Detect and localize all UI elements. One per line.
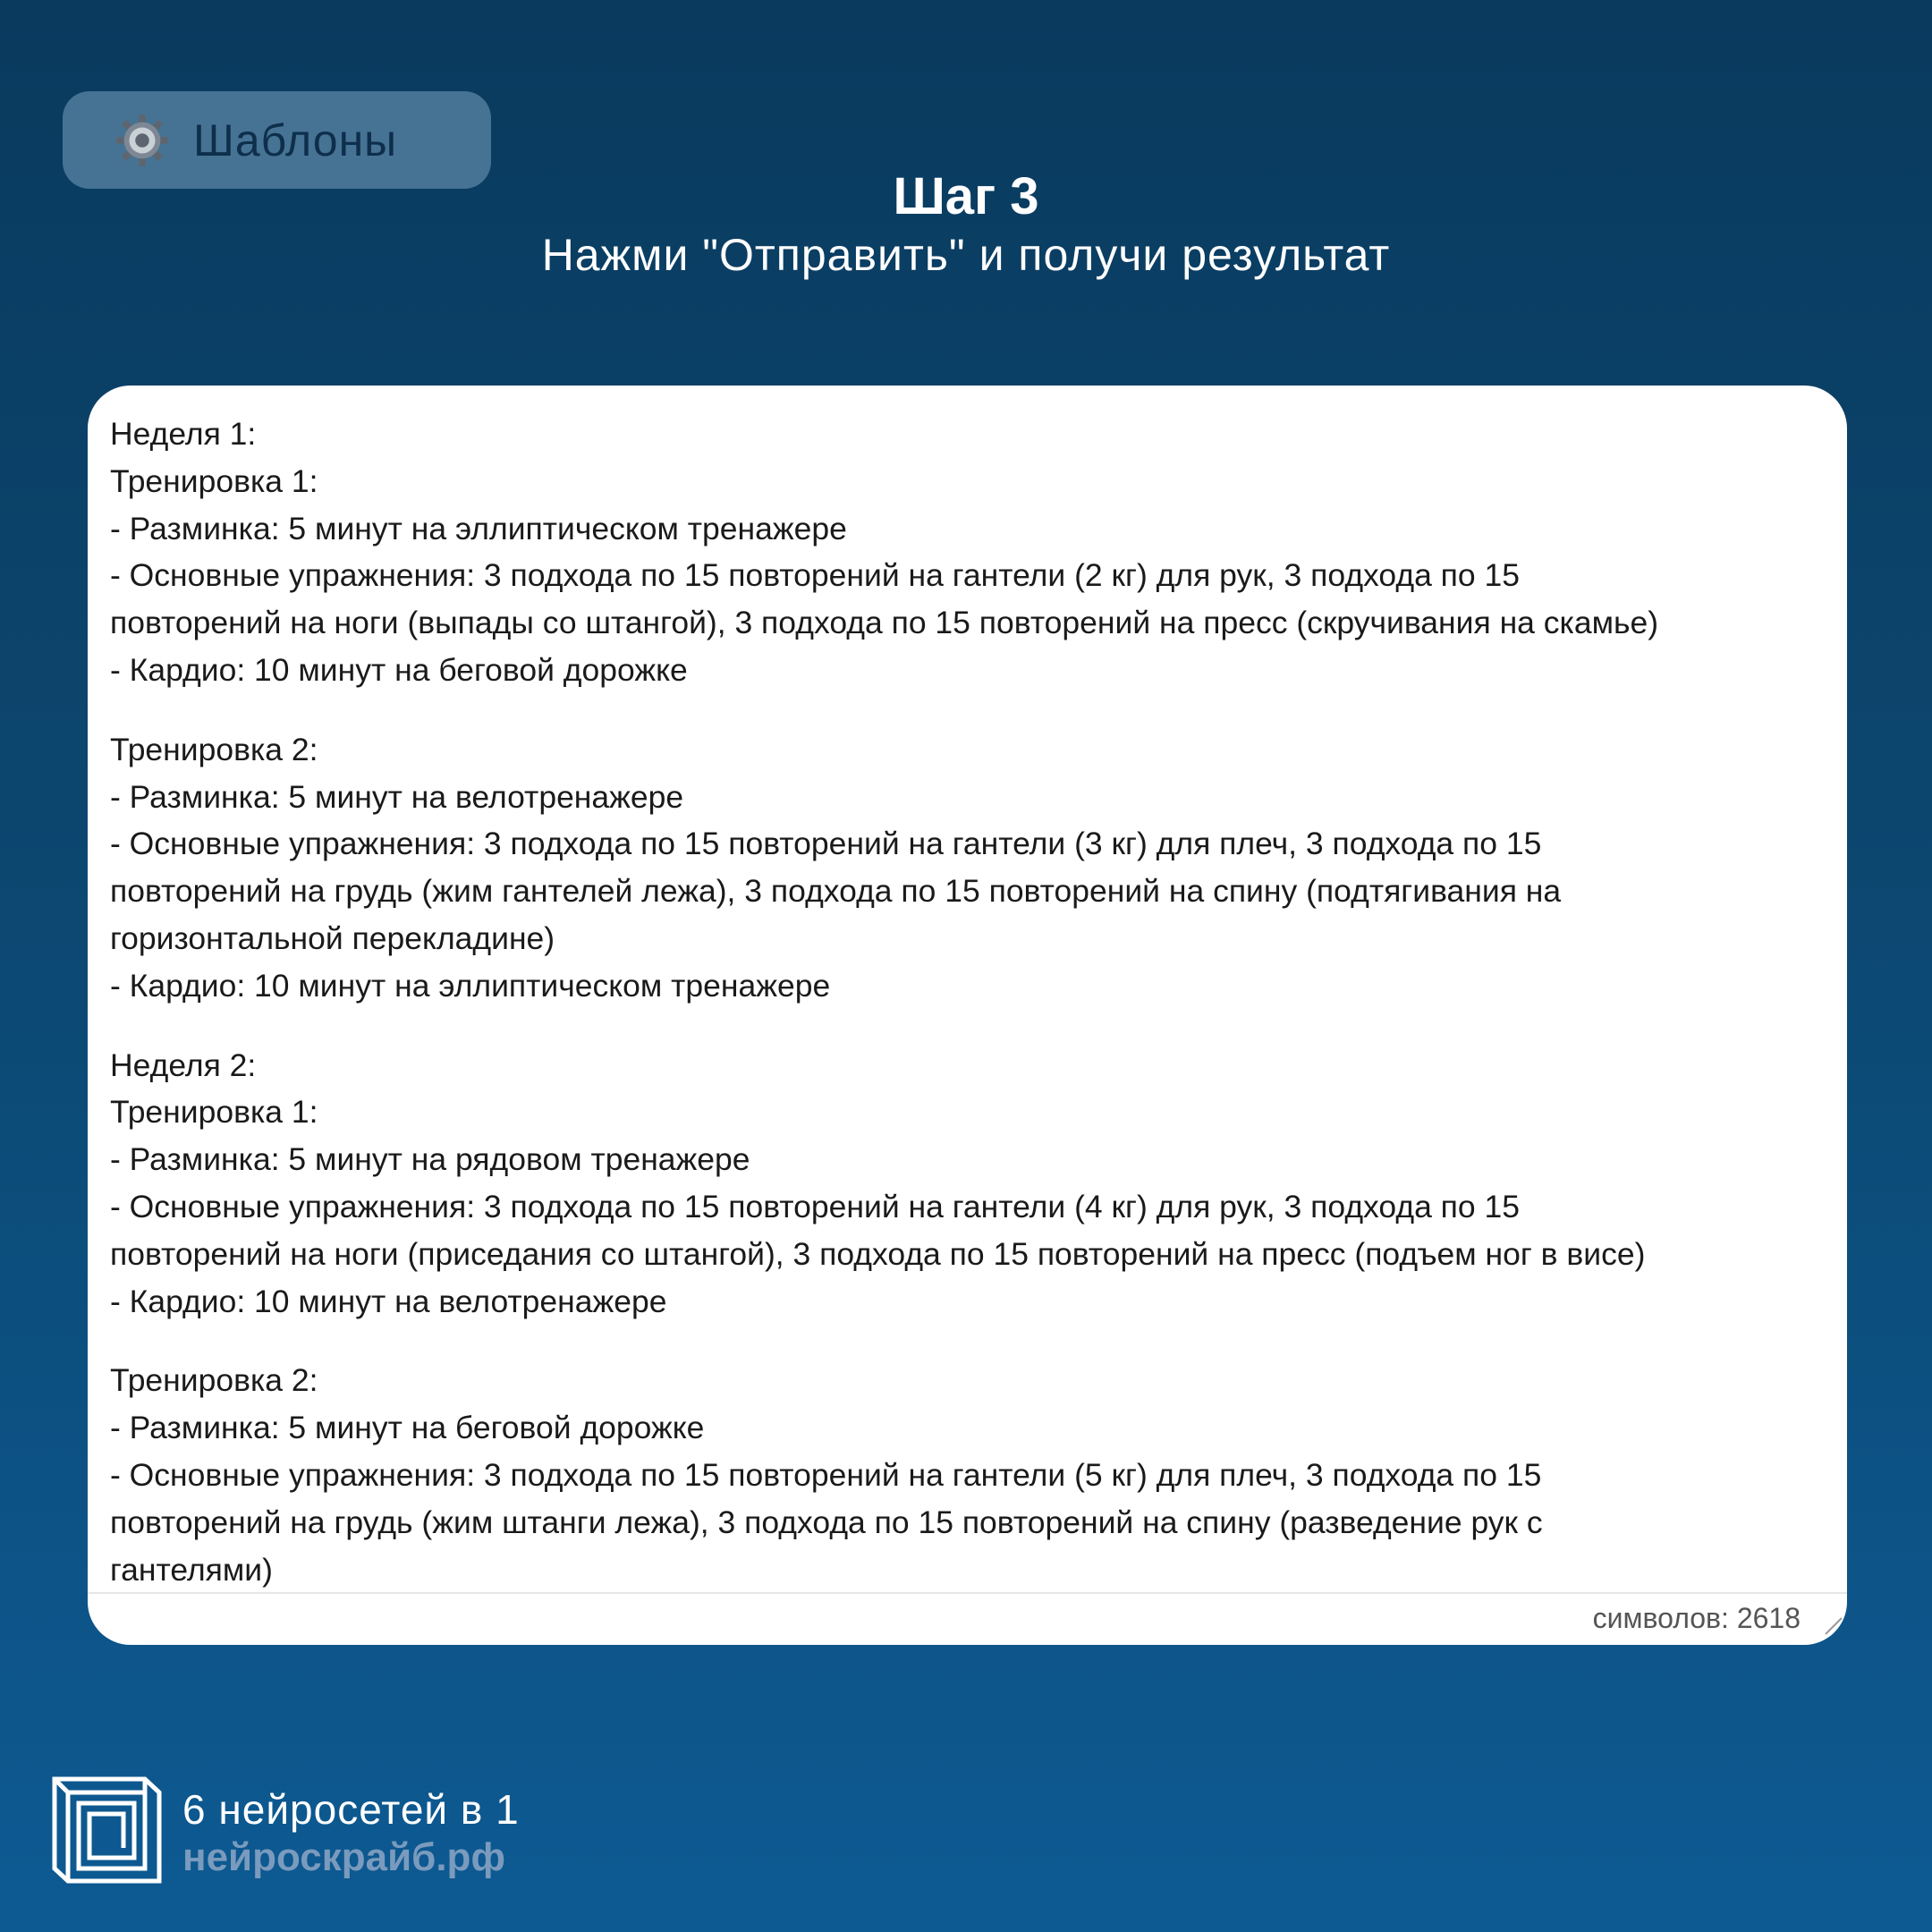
result-text-editor[interactable]: [88, 386, 1847, 1645]
text-line: Тренировка 2:: [110, 1362, 318, 1399]
text-block: [110, 726, 1802, 1010]
brand-title: 6 нейросетей в 1: [182, 1786, 520, 1833]
text-line: - Разминка: 5 минут на беговой дорожке: [110, 1410, 705, 1446]
text-line: Тренировка 1:: [110, 462, 318, 499]
text-line: Тренировка 2:: [110, 731, 318, 767]
text-line: - Кардио: 10 минут на велотренажере: [110, 1283, 667, 1319]
text-line: Тренировка 1:: [110, 1094, 318, 1131]
text-block: [110, 411, 1802, 694]
text-line: повторений на грудь (жим штанги лежа), 3 подхода по 15 повторений на спину (разведение рук с: [110, 1504, 1543, 1540]
text-line: - Основные упражнения: 3 подхода по 15 повторений на гантели (2 кг) для рук, 3 подхода по 15: [110, 557, 1520, 594]
brand-logo-icon: [52, 1776, 163, 1884]
text-line: повторений на ноги (приседания со штангой), 3 подхода по 15 повторений на пресс (подъем ног в висе): [110, 1235, 1646, 1272]
templates-button-label: Шаблоны: [193, 114, 398, 165]
step-subtitle: Нажми "Отправить" и получи результат: [541, 230, 1391, 280]
text-line: - Основные упражнения: 3 подхода по 15 повторений на гантели (5 кг) для плеч, 3 подхода по 15: [110, 1456, 1542, 1493]
text-line: - Кардио: 10 минут на эллиптическом тренажере: [110, 967, 831, 1004]
editor-divider: [88, 1592, 1847, 1594]
text-line: гантелями): [110, 1551, 273, 1588]
text-line: - Разминка: 5 минут на эллиптическом тренажере: [110, 510, 847, 547]
text-line: повторений на ноги (выпады со штангой), 3 подхода по 15 повторений на пресс (скручивания на скамье): [110, 605, 1659, 641]
text-line: повторений на грудь (жим гантелей лежа), 3 подхода по 15 повторений на спину (подтягивания на: [110, 873, 1562, 910]
gear-icon: [114, 113, 170, 168]
step-title: Шаг 3: [893, 167, 1039, 225]
text-line: - Основные упражнения: 3 подхода по 15 повторений на гантели (3 кг) для плеч, 3 подхода по 15: [110, 826, 1542, 862]
resize-handle-icon[interactable]: [1822, 1614, 1843, 1636]
text-line: - Кардио: 10 минут на беговой дорожке: [110, 651, 688, 688]
text-line: - Основные упражнения: 3 подхода по 15 повторений на гантели (4 кг) для рук, 3 подхода по 15: [110, 1188, 1520, 1224]
text-line: Неделя 2:: [110, 1046, 257, 1083]
text-line: - Разминка: 5 минут на рядовом тренажере: [110, 1141, 750, 1178]
char-counter: символов: 2618: [1592, 1602, 1801, 1634]
text-block: [110, 1357, 1802, 1591]
text-line: Неделя 1:: [110, 416, 257, 452]
text-line: - Разминка: 5 минут на велотренажере: [110, 778, 684, 815]
text-line: горизонтальной перекладине): [110, 919, 555, 956]
brand-url[interactable]: нейроскрайб.рф: [182, 1835, 505, 1879]
text-block: [110, 1042, 1802, 1326]
editor-content[interactable]: [110, 411, 1802, 1591]
